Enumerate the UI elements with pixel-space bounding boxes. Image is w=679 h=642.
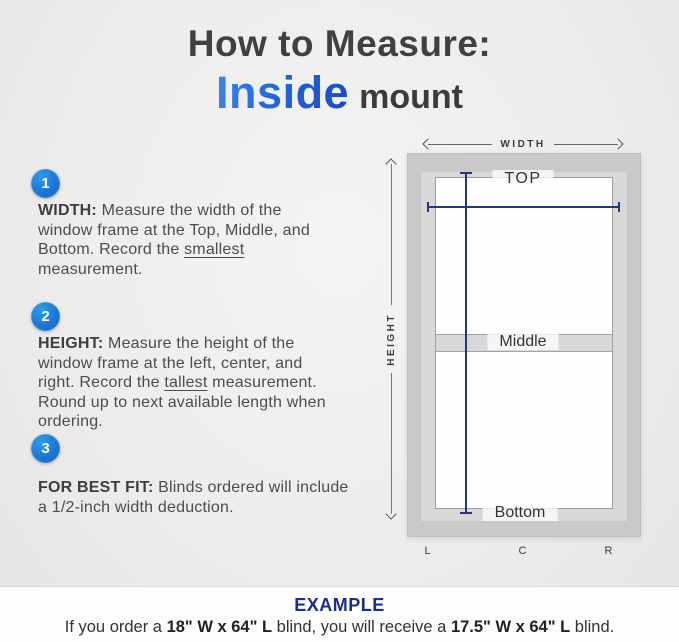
example-footer <box>0 587 679 642</box>
height-arrow-line-bottom <box>391 373 392 514</box>
label-top: TOP <box>492 170 553 187</box>
width-label: WIDTH <box>500 138 546 150</box>
step-3-badge: 3 <box>31 434 60 463</box>
title-suffix-mount: mount <box>359 77 463 116</box>
mark-right: R <box>604 545 614 557</box>
width-measure-line <box>427 206 620 208</box>
label-bottom: Bottom <box>483 504 558 521</box>
width-measure-cap-left <box>427 202 429 212</box>
width-measure-cap-right <box>618 202 620 212</box>
arrow-left-icon <box>422 138 433 149</box>
step-3-text: FOR BEST FIT: Blinds ordered will include a 1/2-inch width deduction. <box>38 479 349 516</box>
window-pane-top <box>436 178 612 334</box>
width-arrow-line-left <box>428 144 492 145</box>
step-1-badge: 1 <box>31 169 60 198</box>
example-heading: EXAMPLE <box>294 595 385 615</box>
example-sentence: If you order a 18" W x 64" L blind, you will receive a 17.5" W x 64" L blind. <box>64 618 615 636</box>
window-pane-bottom <box>436 352 612 508</box>
height-measure-cap-bottom <box>460 512 472 514</box>
mark-center: C <box>518 545 528 557</box>
arrow-up-icon <box>385 158 396 169</box>
height-measure-cap-top <box>460 172 472 174</box>
title-line1: How to Measure: <box>187 23 492 64</box>
page-title <box>0 24 679 119</box>
height-measure-line <box>465 172 467 514</box>
height-arrow-line-top <box>391 164 392 305</box>
height-dimension-arrow <box>383 160 399 518</box>
step-1-text: WIDTH: Measure the width of the window frame at the Top, Middle, and Bottom. Record the smallest measurement. <box>38 202 310 278</box>
width-arrow-line-right <box>554 144 618 145</box>
height-label: HEIGHT <box>385 312 397 366</box>
step-2-badge: 2 <box>31 302 60 331</box>
arrow-right-icon <box>612 138 623 149</box>
step-2-text: HEIGHT: Measure the height of the window frame at the left, center, and right. Record the tallest measurement. Round up to next available length when ordering. <box>38 335 326 430</box>
label-middle: Middle <box>487 333 558 350</box>
title-highlight-inside: Inside <box>216 66 350 118</box>
mark-left: L <box>424 545 432 557</box>
title-line2 <box>0 67 679 119</box>
width-dimension-arrow <box>424 136 622 152</box>
arrow-down-icon <box>385 508 396 519</box>
